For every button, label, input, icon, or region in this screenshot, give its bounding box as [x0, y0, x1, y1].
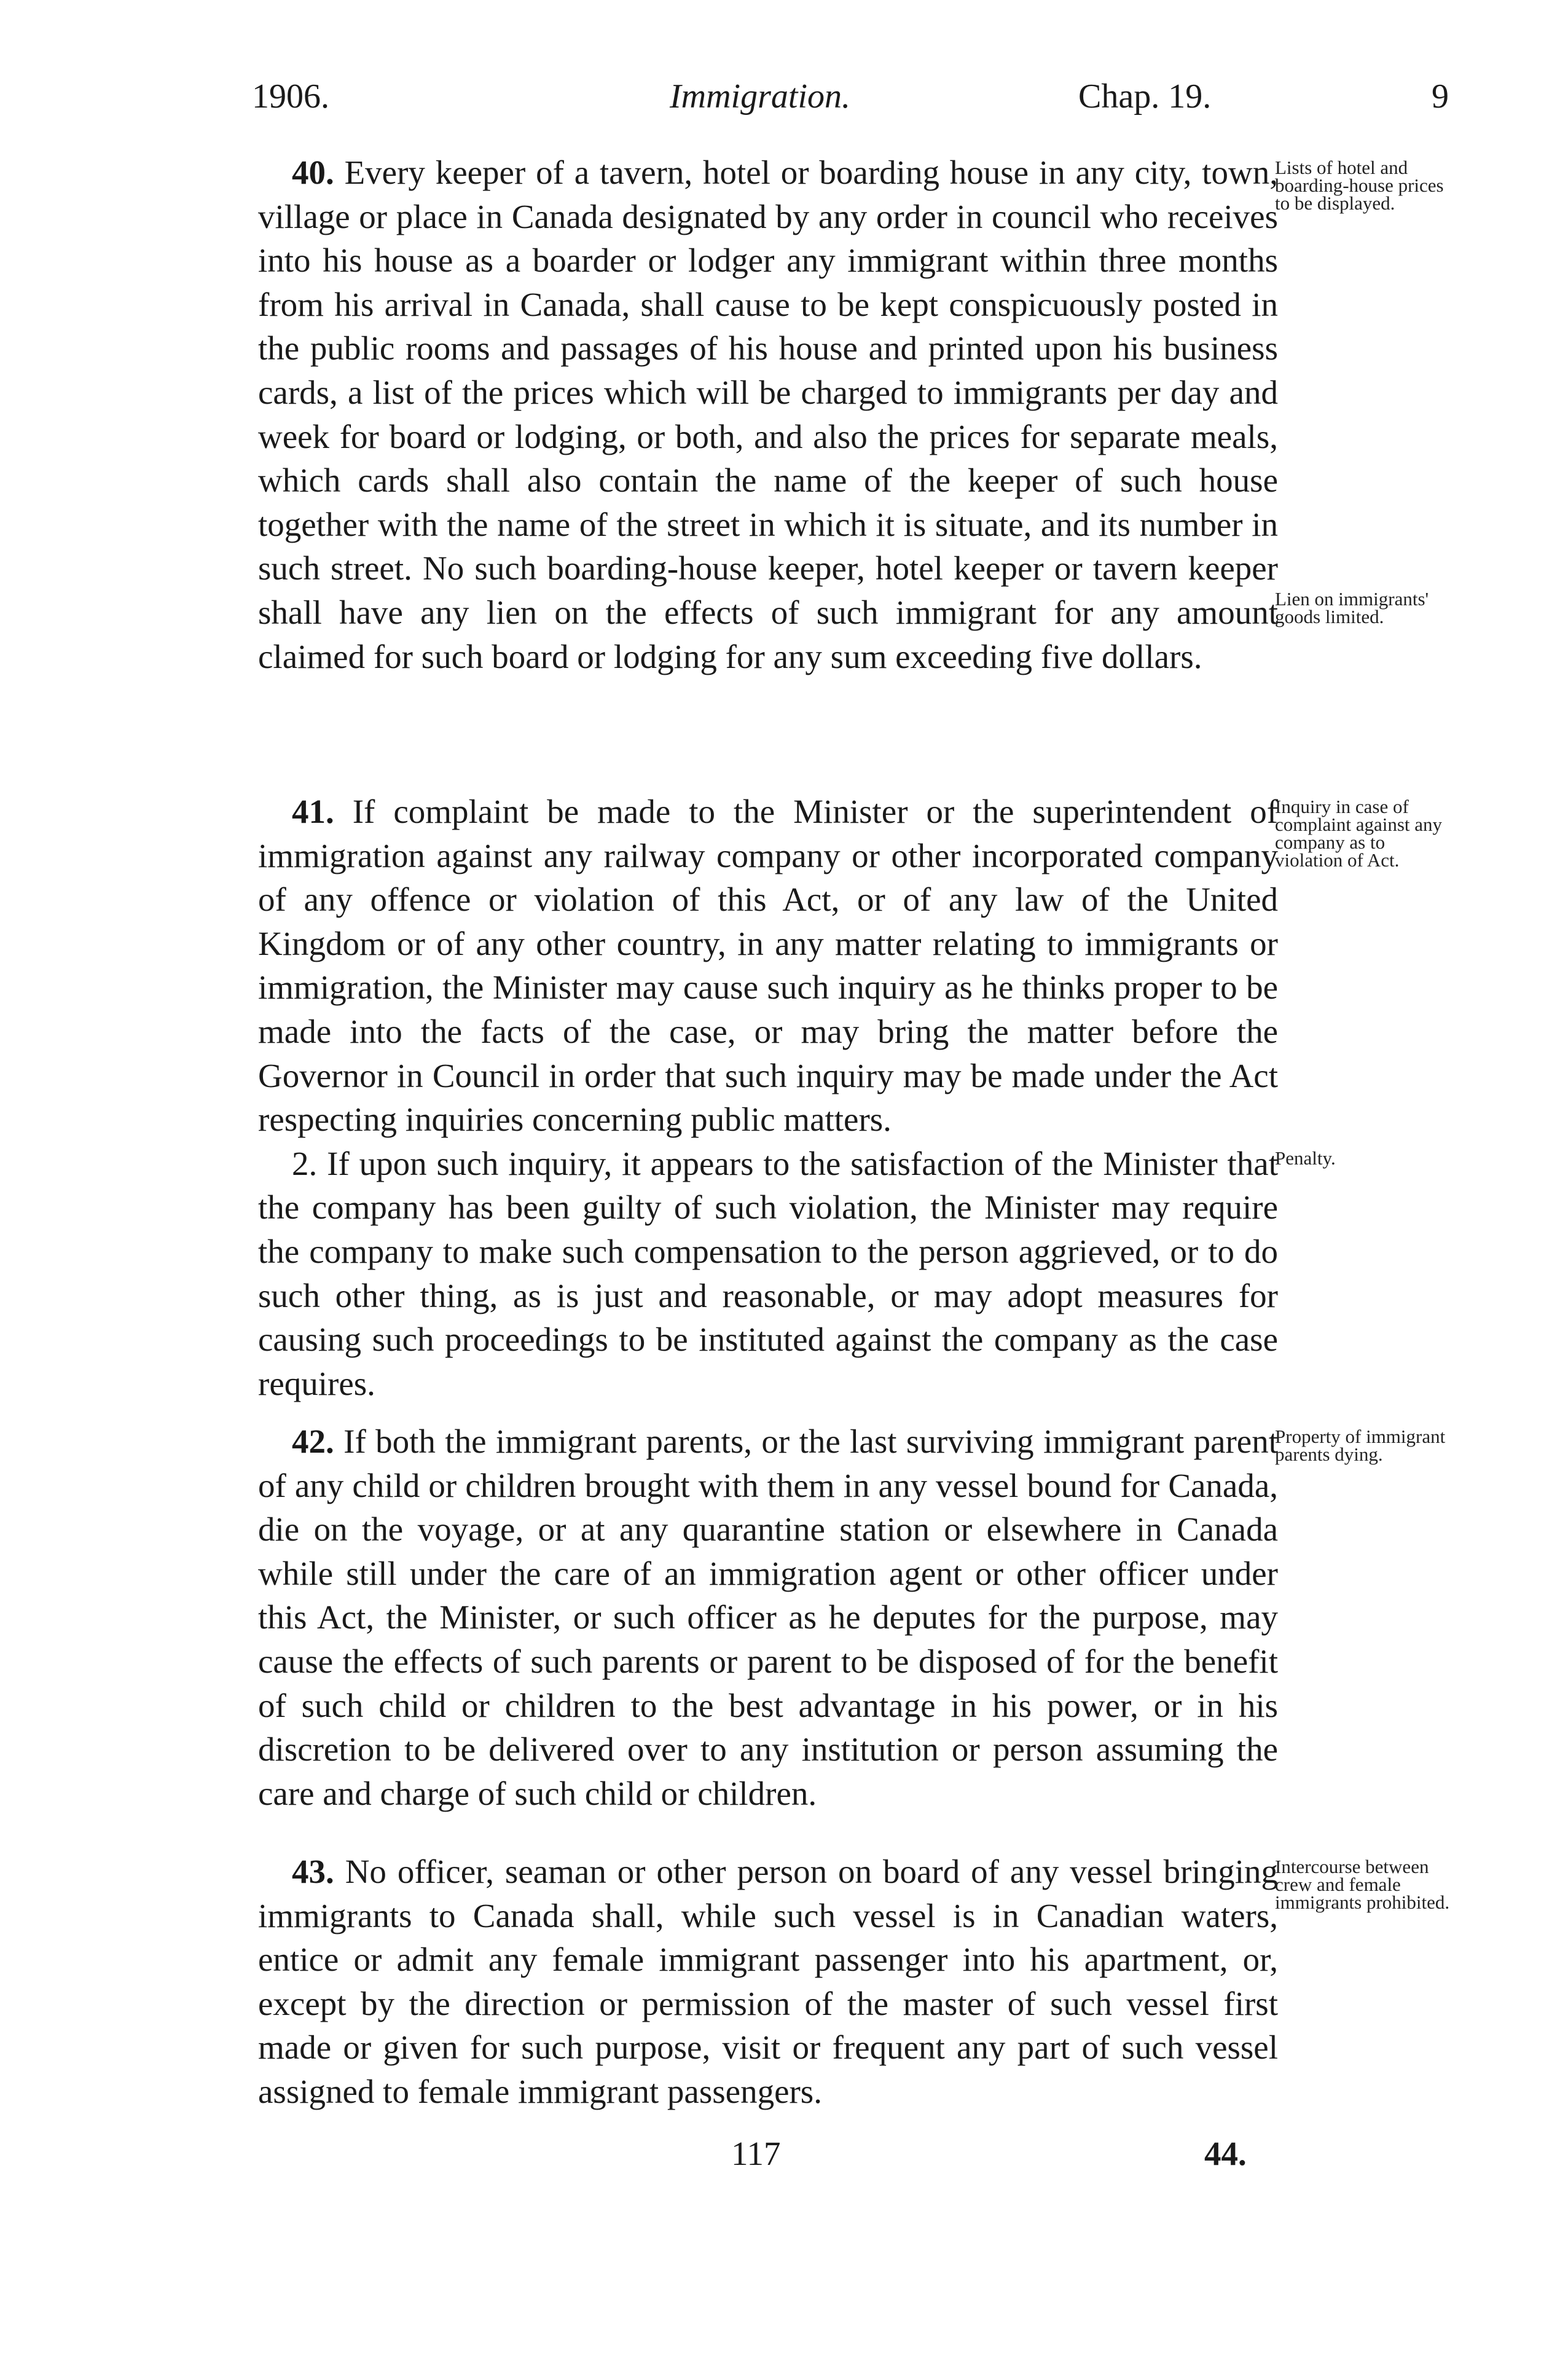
section-paragraph — [258, 790, 1278, 1142]
margin-note: Lists of hotel and boarding-house prices to be displayed. — [1275, 157, 1444, 214]
margin-note: Property of immigrant parents dying. — [1275, 1426, 1446, 1465]
header-chapter: Chap. 19. — [1078, 77, 1212, 116]
section-number: 40. — [292, 154, 334, 191]
footer-page-number: 117 — [731, 2135, 781, 2172]
section-paragraph — [258, 151, 1278, 678]
section-40 — [258, 151, 1278, 678]
header-page-number: 9 — [1432, 77, 1449, 116]
section-41 — [258, 790, 1278, 1405]
section-paragraph — [258, 1850, 1278, 2114]
section-text: No officer, seaman or other person on board of any vessel bringing immigrants to Canada shall, while such vessel is in Canadian waters, entice or admit any female immigrant passenger into his apartment, or, except by the direction or permission of the master of such vessel first made or given for such purpose, visit or frequent any part of such vessel assigned to female immigrant passengers. — [258, 1853, 1278, 2110]
section-text: If complaint be made to the Minister or the superintendent of immigration against any railway company or other incorporated company of any offence or violation of this Act, or of any law of the United Kingdom or of any other country, in any matter relating to immigrants or immigration, the Minister may cause such inquiry as he thinks proper to be made into the facts of the case, or may bring the matter before the Governor in Council in order that such inquiry may be made under the Act respecting inquiries concerning public matters. — [258, 793, 1279, 1139]
margin-note: Penalty. — [1275, 1147, 1336, 1169]
section-43 — [258, 1850, 1278, 2114]
section-text: Every keeper of a tavern, hotel or boarding house in any city, town, village or place in Canada designated by any order in council who receives into his house as a boarder or lodger any immigrant within three months from his arrival in Canada, shall cause to be kept conspicuously posted in the public rooms and passages of his house and printed upon his business cards, a list of the prices which will be charged to immigrants per day and week for board or lodging, or both, and also the prices for separate meals, which cards shall also contain the name of the keeper of such house together with the name of the street in which it is situate, and its number in such street. No such boarding-house keeper, hotel keeper or tavern keeper shall have any lien on the effects of such immigrant for any amount claimed for such board or lodging for any sum exceeding five dollars. — [258, 154, 1278, 675]
margin-note: Intercourse between crew and female immigrants prohibited. — [1275, 1856, 1450, 1913]
section-paragraph — [258, 1419, 1278, 1815]
margin-note: Inquiry in case of complaint against any company as to violation of Act. — [1275, 796, 1443, 871]
header-title: Immigration. — [670, 77, 850, 116]
footer-next-section: 44. — [1204, 2135, 1247, 2172]
header-year: 1906. — [252, 77, 329, 116]
section-number: 43. — [292, 1853, 334, 1890]
section-number: 41. — [292, 793, 334, 830]
section-subparagraph: 2. If upon such inquiry, it appears to the satisfaction of the Minister that the company has been guilty of such violation, the Minister may require the company to make such compensation to the person aggrieved, or to do such other thing, as is just and reasonable, or may adopt measures for causing such proceedings to be instituted against the company as the case requires. — [258, 1144, 1278, 1402]
section-number: 42. — [292, 1423, 334, 1460]
margin-note: Lien on immigrants' goods limited. — [1275, 588, 1429, 627]
section-42 — [258, 1419, 1278, 1815]
section-text: If both the immigrant parents, or the last surviving immigrant parent of any child or children brought with them in any vessel bound for Canada, die on the voyage, or at any quarantine station or elsewhere in Canada while still under the care of an immigration agent or other officer under this Act, the Minister, or such officer as he deputes for the purpose, may cause the effects of such parents or parent to be disposed of for the benefit of such child or children to the best advantage in his power, or in his discretion to be delivered over to any institution or person assuming the care and charge of such child or children. — [258, 1423, 1278, 1812]
